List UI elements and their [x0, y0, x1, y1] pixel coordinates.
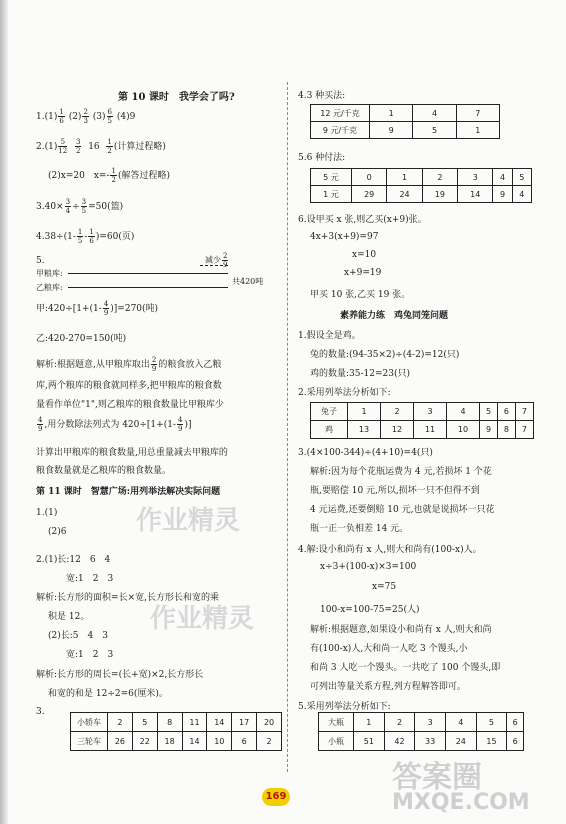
q5-explain-4	[36, 416, 191, 433]
table-row: 小瓶 51 42 33 24 15 6	[319, 732, 524, 751]
q5-calc-a	[36, 300, 158, 317]
table-row: 12 元/千克 1 4 7	[311, 105, 500, 122]
l11-q2g: 解析:长方形的周长=(长+宽)×2,长方形长	[36, 670, 204, 680]
s-q1b: 兔的数量:(94-35×2)÷(4-2)=12(只)	[310, 350, 460, 360]
l11-q1b: (2)6	[48, 527, 67, 537]
fraction: $\frac{3}{2}$	[76, 138, 81, 155]
l11-q2a: 2.(1)长:12 6 4	[36, 555, 111, 565]
bottle-table	[318, 712, 524, 751]
rabbit-chicken-table	[310, 402, 534, 439]
s-q1c: 鸡的数量:35-12=23(只)	[310, 369, 410, 379]
q5-calc-b: 乙:420-270=150(吨)	[36, 334, 127, 344]
table-row: 大瓶 1 2 3 4 5 6	[319, 713, 524, 732]
q2-note: (计算过程略)	[113, 142, 166, 152]
l11-q2c: 解析:长方形的面积=长×宽,长方形长和宽的乘	[36, 593, 219, 603]
l11-q2e: (2)长:5 4 3	[48, 631, 108, 641]
page-number: 169	[262, 788, 290, 806]
table-row: 1 元 29 24 19 14 9 4	[311, 186, 532, 203]
q3-label: 3.40×	[36, 202, 64, 212]
practice-heading: 素养能力练 鸡兔同笼问题	[340, 311, 449, 321]
q5-label: 5.	[36, 256, 45, 266]
total-label: 共420吨	[232, 277, 264, 286]
q5-calc-a-text: 甲:420÷[1+(1-	[36, 304, 102, 314]
table-row: 鸡 13 12 11 10 9 8 7	[311, 421, 534, 439]
q5-explain-1-text: 解析:根据题意,从甲粮库取出	[36, 360, 150, 370]
lesson-11-heading: 第 11 课时 智慧广场:用列举法解决实际问题	[36, 487, 221, 497]
q3-result: =50(篮)	[88, 202, 124, 212]
q4-line	[36, 228, 134, 245]
r-q6d: x+9=19	[344, 268, 382, 278]
q5-explain-4-end: )]	[184, 420, 192, 430]
page-edge-shadow	[0, 0, 8, 824]
q1-part2: (2)	[68, 112, 82, 122]
r-q6a: 6.设甲买 x 张,则乙买(x+9)张。	[298, 215, 427, 225]
q5-explain-3: 量看作单位"1",则乙粮库的粮食数量比甲粮库少	[36, 400, 224, 410]
s-q4c: x=75	[372, 582, 397, 592]
table-row: 9 元/千克 9 5 1	[311, 122, 500, 139]
fraction: $\frac{4}{9}$	[38, 416, 43, 433]
s-q4f: 有(100-x)人,大和尚一人吃 3 个馒头,小	[310, 644, 468, 654]
r-q6c: x=10	[352, 250, 377, 260]
q2b-note: (解答过程略)	[117, 171, 170, 181]
s-q4g: 和尚 3 人吃一个馒头。一共吃了 100 个馒头,即	[310, 663, 501, 673]
s-q3b: 解析:因为每个花瓶运费为 4 元,若损坏 1 个花	[310, 467, 492, 477]
l11-q1a: 1.(1)	[36, 508, 58, 518]
buy-table	[310, 104, 500, 139]
q1-label: 1.(1)	[36, 112, 58, 122]
granary-a-bar	[68, 273, 228, 274]
pay-table	[310, 168, 532, 203]
l11-q2d: 积是 12。	[48, 612, 90, 622]
table-row: 兔子 1 2 3 4 5 6 7	[311, 403, 534, 421]
r-q4: 4.3 种买法:	[298, 91, 346, 101]
q5-calc-a-result: )]=270(吨)	[110, 304, 159, 314]
q4-op: -	[84, 232, 88, 242]
r-q5: 5.6 种付法:	[298, 153, 346, 163]
s-q4h: 可列出等量关系方程,列方程解答即可。	[310, 682, 466, 692]
q4-result: )=60(页)	[95, 232, 135, 242]
fraction: $\frac{2}{3}$	[83, 108, 88, 125]
s-q1a: 1.假设全是鸡。	[298, 331, 361, 341]
l11-q2f: 宽:1 2 3	[66, 650, 114, 660]
r-q6b: 4x+3(x+9)=97	[310, 232, 379, 242]
watermark-1: 作业精灵	[136, 506, 241, 536]
q4-label: 4.38÷(1-	[36, 232, 76, 242]
q5-explain-1	[36, 356, 221, 373]
l11-q2b: 宽:1 2 3	[66, 574, 114, 584]
r-q6e: 甲买 10 张,乙买 19 张。	[310, 290, 411, 300]
q5-explain-4-text: ,用分数除法列式为 420÷[1+(1-	[44, 420, 176, 430]
granary-a-label: 甲粮库:	[36, 269, 63, 278]
column-divider	[287, 82, 288, 772]
s-q5: 5.采用列举法分析如下:	[298, 702, 391, 712]
table-row: 小轿车 2 5 8 11 14 17 20	[71, 713, 282, 732]
q2-value: 16	[88, 142, 100, 152]
table-row: 5 元 0 1 2 3 4 5	[311, 169, 532, 186]
granary-b-bar	[68, 287, 228, 288]
fraction: $\frac{1}{5}$	[77, 228, 83, 245]
s-q3a: 3.(4×100-344)÷(4+10)=4(只)	[298, 448, 433, 458]
fraction: $\frac{6}{5}$	[107, 108, 112, 125]
q3-line	[36, 198, 123, 215]
fraction: $\frac{1}{6}$	[59, 108, 64, 125]
fraction: $\frac{5}{12}$	[58, 138, 68, 155]
s-q4a: 4.解:设小和尚有 x 人,则大和尚有(100-x)人。	[298, 545, 482, 555]
cars-table	[70, 712, 282, 751]
fraction: $\frac{1}{6}$	[89, 228, 94, 245]
s-q3c: 瓶,要赔偿 10 元,所以,损坏一只不但得不到	[310, 486, 480, 496]
q1-part3: (3)	[92, 112, 106, 122]
fraction: $\frac{3}{5}$	[81, 198, 87, 215]
fraction: $\frac{4}{9}$	[177, 416, 183, 433]
s-q4e: 解析:根据题意,如果设小和尚有 x 人,则大和尚	[310, 625, 492, 635]
q1-part4: (4)9	[116, 112, 136, 122]
watermark-logo: 答案圈	[392, 760, 482, 795]
decrease-label: 减少 $\frac{2}{9}$	[205, 252, 228, 269]
fraction: $\frac{3}{4}$	[65, 198, 71, 215]
table-row: 三轮车 26 22 18 14 10 6 2	[71, 732, 282, 751]
watermark-2: 作业精灵	[150, 604, 255, 634]
s-q3d: 4 元运费,还要倒赔 10 元,也就是说损坏一只花	[310, 505, 495, 515]
l11-q2h: 和宽的和是 12÷2=6(厘米)。	[48, 689, 168, 699]
s-q4b: x÷3+(100-x)×3=100	[320, 562, 417, 572]
q5-explain-2: 库,两个粮库的粮食就同样多,把甲粮库的粮食数	[36, 381, 222, 391]
fraction: $\frac{2}{9}$	[151, 356, 157, 373]
q3-op: ÷	[72, 202, 80, 212]
q2-line2: (2)x=20 x=- $\frac{1}{2}$ (解答过程略)	[48, 167, 170, 184]
q1-line	[36, 108, 135, 125]
q2-label: 2.(1)	[36, 142, 58, 152]
watermark-site: MXQE.COM	[392, 790, 530, 815]
decrease-brace	[200, 265, 228, 266]
fraction: $\frac{4}{9}$	[103, 300, 109, 317]
s-q3e: 瓶一正一负相差 14 元。	[310, 524, 409, 534]
q2b-text: (2)x=20 x=	[48, 171, 107, 181]
q2-line1	[36, 138, 166, 155]
q5-explain-5: 计算出甲粮库的粮食数量,用总重量减去甲粮库的	[36, 448, 228, 458]
granary-b-label: 乙粮库:	[36, 283, 63, 292]
l11-q3: 3.	[36, 707, 45, 717]
q5-explain-1-end: 的粮食放入乙粮	[158, 360, 222, 370]
s-q2: 2.采用列举法分析如下:	[298, 388, 391, 398]
s-q4d: 100-x=100-75=25(人)	[320, 605, 420, 615]
lesson-10-heading: 第 10 课时 我学会了吗?	[118, 92, 235, 103]
fraction: $\frac{1}{2}$	[111, 167, 116, 184]
fraction: $\frac{1}{2}$	[107, 138, 112, 155]
q5-explain-6: 粮食数量就是乙粮库的粮食数量。	[36, 466, 172, 476]
